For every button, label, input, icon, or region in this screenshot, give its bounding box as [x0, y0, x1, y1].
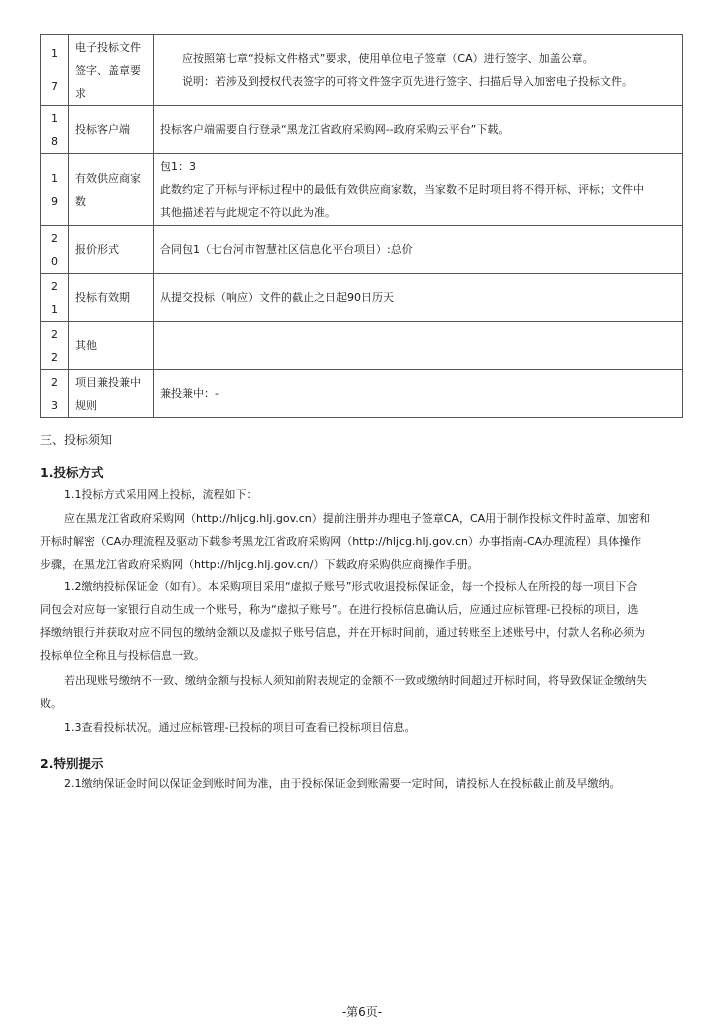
row-number: 2 0 — [41, 226, 69, 274]
row-content: 投标客户端需要自行登录“黑龙江省政府采购网--政府采购云平台”下载。 — [154, 106, 683, 154]
paragraph: 1.3查看投标状况。通过应标管理-已投标的项目可查看已投标项目信息。 — [64, 721, 416, 734]
row-content: 合同包1（七台河市智慧社区信息化平台项目）:总价 — [154, 226, 683, 274]
row-item: 投标客户端 — [69, 106, 154, 154]
row-item: 项目兼投兼中 规则 — [69, 370, 154, 418]
subsection-title-special-notice: 2.特别提示 — [40, 756, 104, 771]
paragraph: 应在黑龙江省政府采购网（http://hljcg.hlj.gov.cn）提前注册并办理电子签章CA，CA用于制作投标文件时盖章、加密和 开标时解密（CA办理流程及驱动下载参考黑龙江省政府采购网（http://hljcg.hlj.gov.cn）办事指南-CA办理流程）具体操作 步骤，在黑龙江省政府采购网（http://hljcg.hlj.gov.cn/）下载政府采购供应商操作手册。 — [40, 512, 651, 571]
paragraph: 1.1投标方式采用网上投标，流程如下： — [64, 488, 258, 501]
row-content: 包1：3 此数约定了开标与评标过程中的最低有效供应商家数，当家数不足时项目将不得开标、评标；文件中 其他描述若与此规定不符以此为准。 — [154, 154, 683, 226]
row-number: 1 7 — [41, 35, 69, 106]
bid-requirements-table — [40, 34, 683, 418]
row-number: 2 1 — [41, 274, 69, 322]
paragraph: 1.2缴纳投标保证金（如有）。本采购项目采用“虚拟子账号”形式收退投标保证金，每一个投标人在所投的每一项目下合 同包会对应每一家银行自动生成一个账号，称为“虚拟子账号”。在进行投标信息确认后，应通过应标管理-已投标的项目，选 择缴纳银行并获取对应不同包的缴纳金额以及虚拟子账号信息，并在开标时间前，通过转账至上述账号中，付款人名称必须为 投标单位全称且与投标信息一致。 — [40, 580, 645, 662]
row-number: 2 2 — [41, 322, 69, 370]
row-item: 报价形式 — [69, 226, 154, 274]
table-row — [41, 35, 683, 106]
paragraph: 2.1缴纳保证金时间以保证金到账时间为准，由于投标保证金到账需要一定时间，请投标人在投标截止前及早缴纳。 — [64, 777, 621, 790]
table-row — [41, 226, 683, 274]
page-number: -第6页- — [341, 1005, 383, 1019]
table-row — [41, 370, 683, 418]
row-item: 其他 — [69, 322, 154, 370]
row-number: 1 9 — [41, 154, 69, 226]
row-item: 有效供应商家 数 — [69, 154, 154, 226]
subsection-title-bid-method: 1.投标方式 — [40, 465, 104, 480]
row-item: 电子投标文件 签字、盖章要 求 — [69, 35, 154, 106]
paragraph: 若出现账号缴纳不一致、缴纳金额与投标人须知前附表规定的金额不一致或缴纳时间超过开标时间，将导致保证金缴纳失 败。 — [40, 674, 647, 710]
row-item: 投标有效期 — [69, 274, 154, 322]
row-content: 应按照第七章“投标文件格式”要求，使用单位电子签章（CA）进行签字、加盖公章。 说明：若涉及到授权代表签字的可将文件签字页先进行签字、扫描后导入加密电子投标文件。 — [154, 35, 683, 106]
row-number: 1 8 — [41, 106, 69, 154]
row-content: 兼投兼中：- — [154, 370, 683, 418]
row-content: 从提交投标（响应）文件的截止之日起90日历天 — [154, 274, 683, 322]
section-title: 三、投标须知 — [40, 433, 113, 447]
table-row — [41, 154, 683, 226]
row-content — [154, 322, 683, 370]
table-row — [41, 322, 683, 370]
row-number: 2 3 — [41, 370, 69, 418]
table-row — [41, 106, 683, 154]
table-row — [41, 274, 683, 322]
